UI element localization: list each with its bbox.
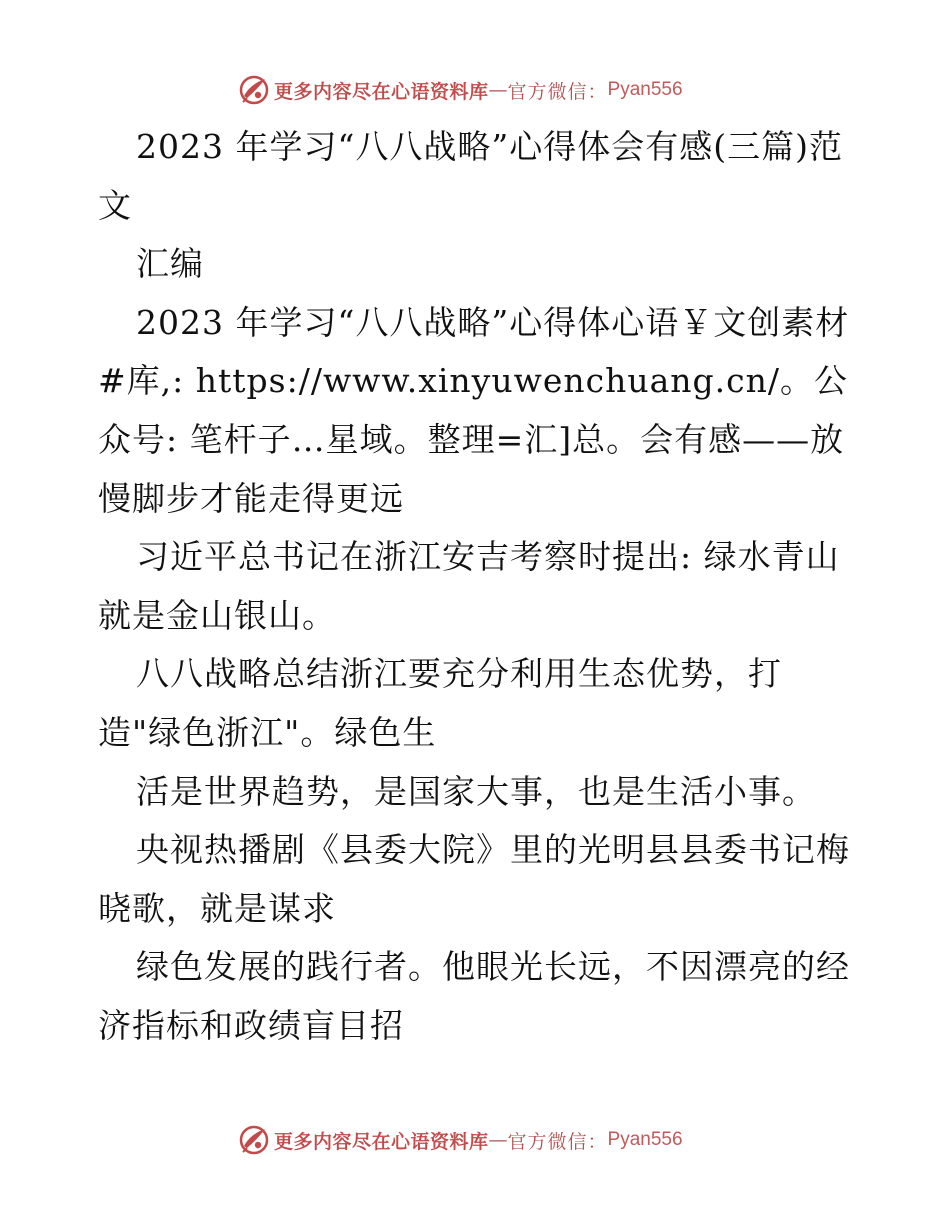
header-banner <box>238 72 683 108</box>
paragraph: 央视热播剧《县委大院》里的光明县县委书记梅晓歌，就是谋求 <box>98 830 850 928</box>
paragraph: 习近平总书记在浙江安吉考察时提出: 绿水青山就是金山银山。 <box>98 537 840 635</box>
paragraph-continuation: 造"绿色浙江"。绿色生 <box>98 712 437 752</box>
paragraph-title: 2023 年学习“八八战略”心得体会有感(三篇)范文 <box>98 127 843 225</box>
pen-logo-icon <box>238 74 270 106</box>
footer-site-text: 更多内容尽在心语资料库 <box>274 1130 489 1153</box>
paragraph: 活是世界趋势，是国家大事，也是生活小事。 <box>136 771 816 811</box>
paragraph: 2023 年学习“八八战略”心得体心语￥文创素材#库,: https://www.xinyuwenchuang.cn/。公众号: 笔杆子…星域。整理=汇]总。会有感——放慢脚步才能走得更远 <box>98 302 850 518</box>
footer-banner <box>238 1122 683 1158</box>
paragraph-subtitle: 汇编 <box>136 244 204 284</box>
header-dash: — <box>488 79 508 101</box>
paragraph: 八八战略总结浙江要充分利用生态优势，打 <box>136 654 782 694</box>
header-wechat-label: 官方微信： <box>507 80 608 103</box>
header-site-text: 更多内容尽在心语资料库 <box>274 80 489 103</box>
pen-logo-icon <box>238 1124 270 1156</box>
document-body <box>98 118 858 1056</box>
footer-wechat-label: 官方微信： <box>507 1130 608 1153</box>
paragraph: 绿色发展的践行者。他眼光长远，不因漂亮的经济指标和政绩盲目招 <box>98 947 850 1045</box>
footer-dash: — <box>488 1129 508 1151</box>
header-wechat-id: Pyan556 <box>607 79 683 100</box>
footer-wechat-id: Pyan556 <box>607 1129 683 1150</box>
